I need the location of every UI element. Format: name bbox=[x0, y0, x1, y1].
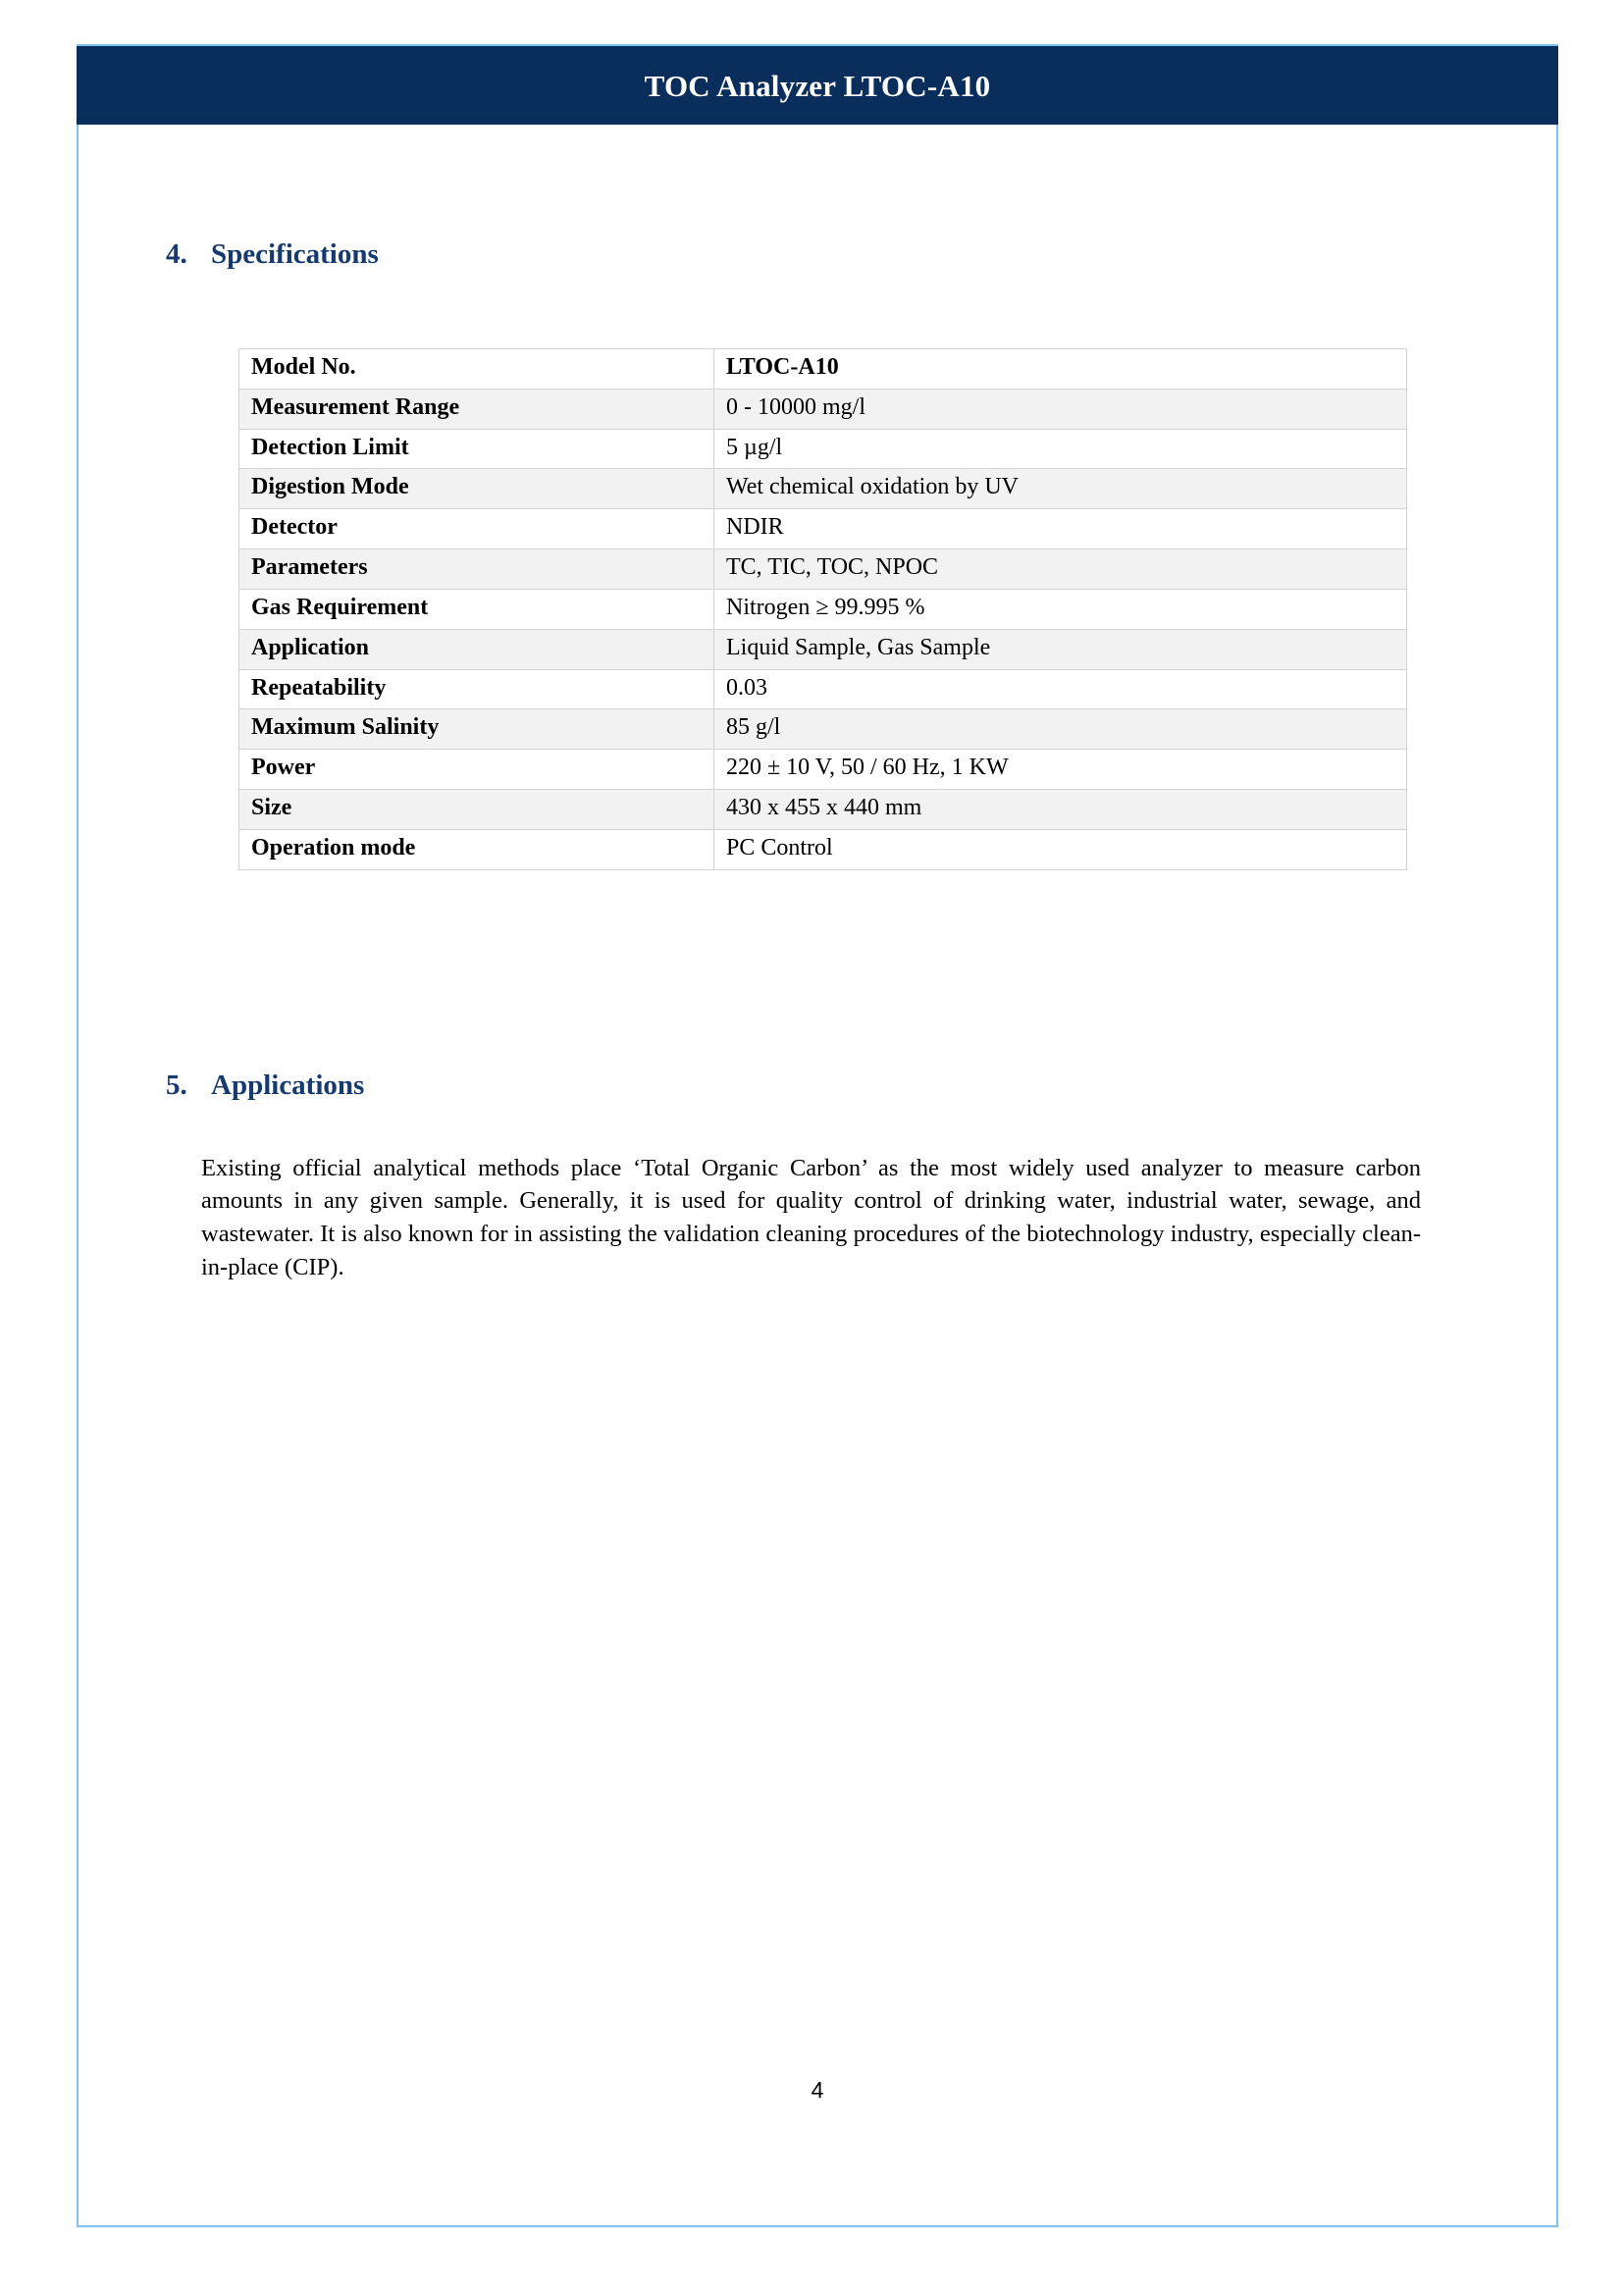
spec-label: Gas Requirement bbox=[239, 589, 714, 629]
spec-value: NDIR bbox=[714, 509, 1407, 549]
table-row bbox=[239, 349, 1407, 390]
spec-value: TC, TIC, TOC, NPOC bbox=[714, 549, 1407, 590]
specifications-table-body bbox=[239, 349, 1407, 870]
section-title-applications: Applications bbox=[211, 1069, 365, 1101]
spec-label: Measurement Range bbox=[239, 389, 714, 429]
section-heading-specifications bbox=[166, 238, 379, 271]
spec-label: Digestion Mode bbox=[239, 469, 714, 509]
spec-value: LTOC-A10 bbox=[714, 349, 1407, 390]
spec-value: 0 - 10000 mg/l bbox=[714, 389, 1407, 429]
specifications-table bbox=[238, 348, 1407, 870]
table-row bbox=[239, 389, 1407, 429]
section-title-specifications: Specifications bbox=[211, 238, 379, 270]
spec-label: Maximum Salinity bbox=[239, 709, 714, 750]
page-header-bar bbox=[77, 46, 1558, 125]
spec-value: PC Control bbox=[714, 829, 1407, 869]
spec-value: 5 µg/l bbox=[714, 429, 1407, 469]
spec-label: Detection Limit bbox=[239, 429, 714, 469]
spec-value: 220 ± 10 V, 50 / 60 Hz, 1 KW bbox=[714, 750, 1407, 790]
spec-label: Repeatability bbox=[239, 669, 714, 709]
page-number: 4 bbox=[811, 2077, 824, 2103]
table-row bbox=[239, 790, 1407, 830]
applications-paragraph: Existing official analytical methods place ‘Total Organic Carbon’ as the most widely used analyzer to measure carbon amounts in any given sample. Generally, it is used for quality control of drinking water, industrial water, sewage, and wastewater. It is also known for in assisting the validation cleaning procedures of the biotechnology industry, especially clean-in-place (CIP). bbox=[201, 1154, 1421, 1280]
spec-value: 430 x 455 x 440 mm bbox=[714, 790, 1407, 830]
spec-label: Power bbox=[239, 750, 714, 790]
table-row bbox=[239, 469, 1407, 509]
table-row bbox=[239, 829, 1407, 869]
spec-label: Operation mode bbox=[239, 829, 714, 869]
spec-label: Size bbox=[239, 790, 714, 830]
table-row bbox=[239, 429, 1407, 469]
spec-value: 85 g/l bbox=[714, 709, 1407, 750]
page-title: TOC Analyzer LTOC-A10 bbox=[644, 68, 991, 103]
table-row bbox=[239, 589, 1407, 629]
page-content bbox=[77, 125, 1558, 2227]
spec-value: Nitrogen ≥ 99.995 % bbox=[714, 589, 1407, 629]
table-row bbox=[239, 750, 1407, 790]
table-row bbox=[239, 549, 1407, 590]
table-row bbox=[239, 509, 1407, 549]
spec-label: Model No. bbox=[239, 349, 714, 390]
spec-value: 0.03 bbox=[714, 669, 1407, 709]
table-row bbox=[239, 669, 1407, 709]
spec-value: Wet chemical oxidation by UV bbox=[714, 469, 1407, 509]
spec-label: Parameters bbox=[239, 549, 714, 590]
section-number-specifications: 4. bbox=[166, 238, 187, 270]
table-row bbox=[239, 709, 1407, 750]
section-number-applications: 5. bbox=[166, 1069, 187, 1101]
table-row bbox=[239, 629, 1407, 669]
spec-value: Liquid Sample, Gas Sample bbox=[714, 629, 1407, 669]
section-heading-applications bbox=[166, 1069, 364, 1102]
spec-label: Application bbox=[239, 629, 714, 669]
spec-label: Detector bbox=[239, 509, 714, 549]
